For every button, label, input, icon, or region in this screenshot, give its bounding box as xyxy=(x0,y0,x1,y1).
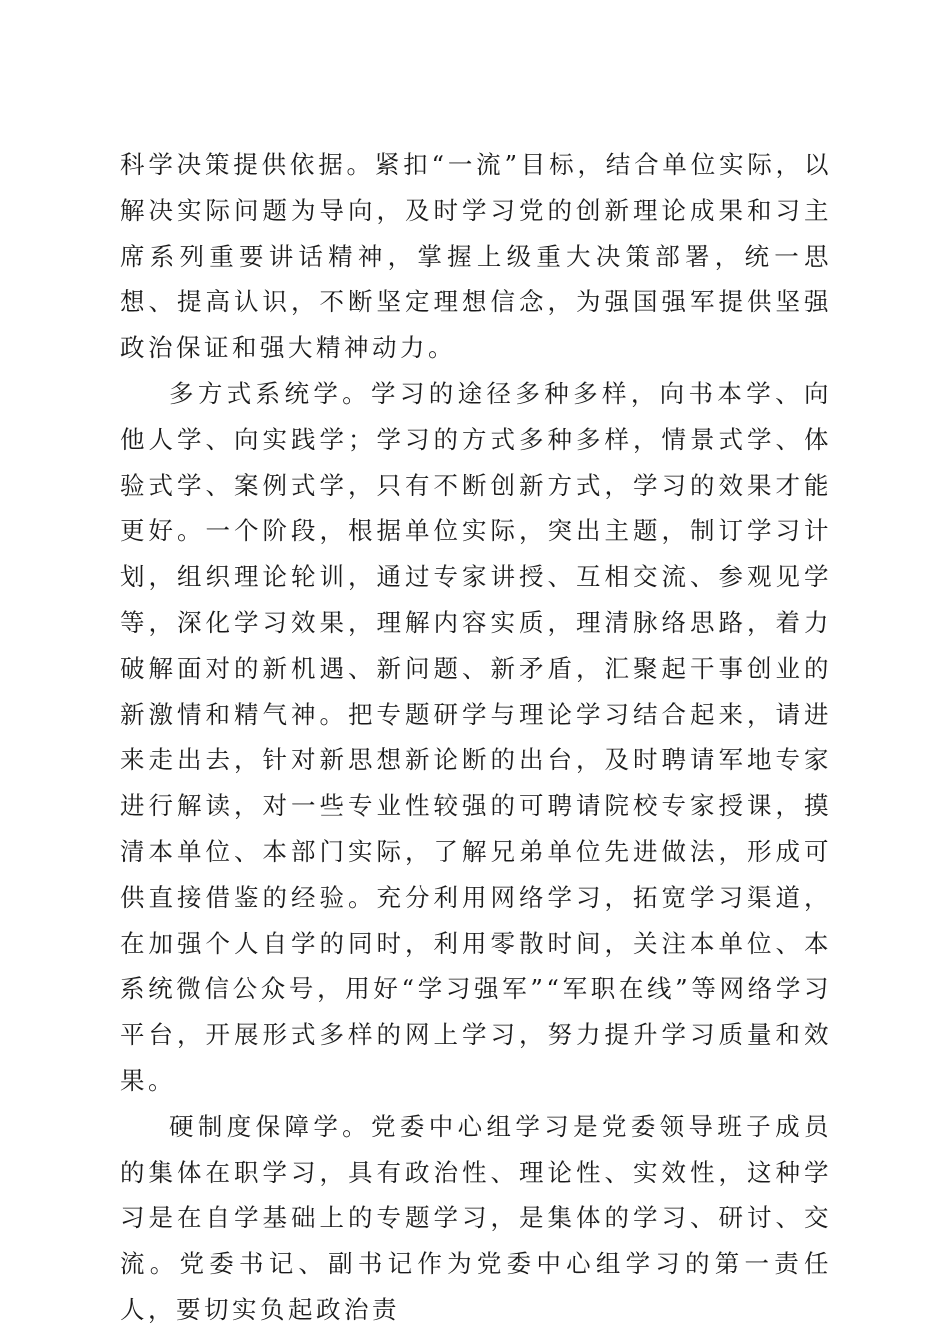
paragraph-decision-basis: 科学决策提供依据。紧扣“一流”目标，结合单位实际，以解决实际问题为导向，及时学习党的创新理论成果和习主席系列重要讲话精神，掌握上级重大决策部署，统一思想、提高认识，不断坚定理想信念，为强国强军提供坚强政治保证和强大精神动力。 xyxy=(120,150,832,363)
document-body xyxy=(120,142,832,1333)
paragraph-multi-method-study: 多方式系统学。学习的途径多种多样，向书本学、向他人学、向实践学；学习的方式多种多样，情景式学、体验式学、案例式学，只有不断创新方式，学习的效果才能更好。一个阶段，根据单位实际，突出主题，制订学习计划，组织理论轮训，通过专家讲授、互相交流、参观见学等，深化学习效果，理解内容实质，理清脉络思路，着力破解面对的新机遇、新问题、新矛盾，汇聚起干事创业的新激情和精气神。把专题研学与理论学习结合起来，请进来走出去，针对新思想新论断的出台，及时聘请军地专家进行解读，对一些专业性较强的可聘请院校专家授课，摸清本单位、本部门实际，了解兄弟单位先进做法，形成可供直接借鉴的经验。充分利用网络学习，拓宽学习渠道，在加强个人自学的同时，利用零散时间，关注本单位、本系统微信公众号，用好“学习强军”“军职在线”等网络学习平台，开展形式多样的网上学习，努力提升学习质量和效果。 xyxy=(120,378,832,1095)
paragraph-system-guarantee-study: 硬制度保障学。党委中心组学习是党委领导班子成员的集体在职学习，具有政治性、理论性、实效性，这种学习是在自学基础上的专题学习，是集体的学习、研讨、交流。党委书记、副书记作为党委中心组学习的第一责任人，要切实负起政治责 xyxy=(120,1111,832,1324)
